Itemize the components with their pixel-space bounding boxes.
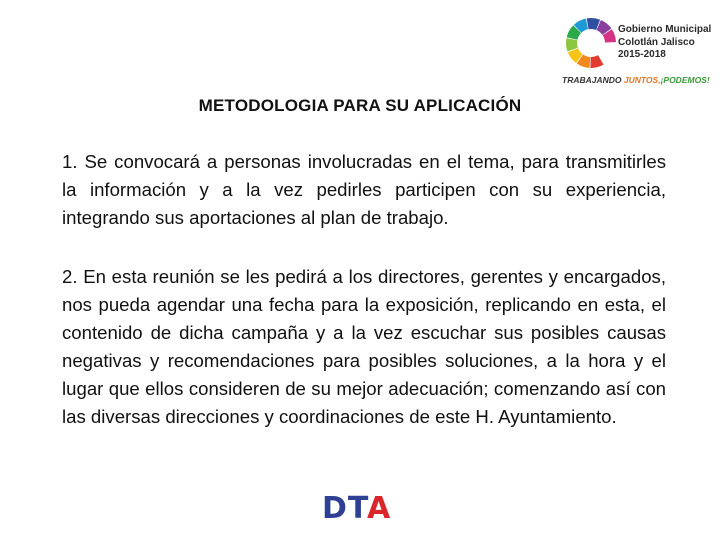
slogan-juntos: JUNTOS, [623, 75, 661, 85]
logo-line-3: 2015-2018 [618, 49, 666, 60]
municipal-logo [560, 12, 712, 92]
logo-line-2: Colotlán Jalisco [618, 36, 695, 48]
ring-logo-icon [564, 16, 618, 70]
slogan-podemos: ¡PODEMOS! [660, 75, 710, 85]
logo-slogan [562, 75, 712, 85]
brand-letter-a: A [367, 491, 392, 526]
page-title: METODOLOGIA PARA SU APLICACIÓN [198, 96, 522, 115]
slogan-prefix: TRABAJANDO [562, 75, 624, 85]
dta-brand-mark [322, 492, 391, 526]
ring-segment [590, 55, 603, 68]
logo-line-1: Gobierno Municipal [618, 24, 712, 35]
brand-letter-d: D [322, 491, 348, 526]
logo-government-text [618, 24, 712, 62]
paragraph-2: 2. En esta reunión se les pedirá a los directores, gerentes y encargados, nos pueda agendar una fecha para la exposición, replicando en esta, el contenido de dicha campaña y a la vez escuchar sus posibles causas negativas y recomendaciones para posibles soluciones, a la hora y el lugar que ellos consideren de su mejor adecuación; comenzando así con las diversas direcciones y coordinaciones de este H. Ayuntamiento. [62, 266, 666, 427]
paragraph-1: 1. Se convocará a personas involucradas en el tema, para transmitirles la información y a la vez pedirles participen con su experiencia, integrando sus aportaciones al plan de trabajo. [62, 151, 666, 228]
brand-letter-t: T [347, 491, 368, 526]
